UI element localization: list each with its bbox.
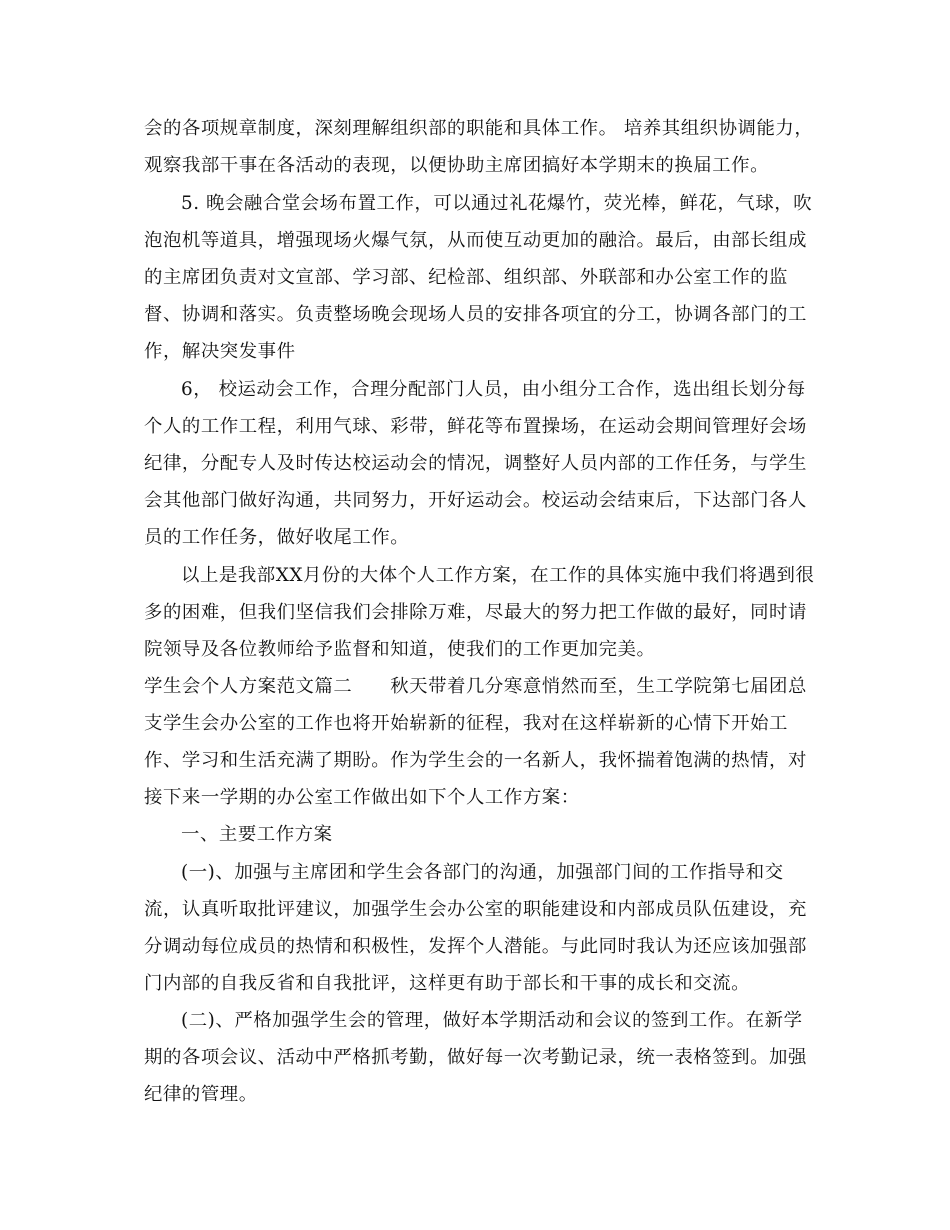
text-line: 纪律，分配专人及时传达校运动会的情况，调整好人员内部的工作任务，与学生 [144, 453, 807, 474]
text-line: 督、协调和落实。负责整场晚会现场人员的安排各项宜的分工，协调各部门的工 [144, 304, 807, 325]
item-two-start: (二)、严格加强学生会的管理，做好本学期活动和会议的签到工作。在新学 [181, 1010, 803, 1031]
text-line: 作、学习和生活充满了期盼。作为学生会的一名新人，我怀揣着饱满的热情，对 [144, 750, 807, 771]
text-line: 会其他部门做好沟通，共同努力，开好运动会。校运动会结束后，下达部门各人 [144, 490, 807, 511]
paragraph-6-start: 6， 校运动会工作，合理分配部门人员，由小组分工合作，选出组长划分每 [181, 379, 806, 400]
text-line: 个人的工作工程，利用气球、彩带，鲜花等布置操场，在运动会期间管理好会场 [144, 416, 807, 437]
text-line: 纪律的管理。 [144, 1084, 258, 1105]
text-line: 观察我部干事在各活动的表现，以便协助主席团搞好本学期末的换届工作。 [144, 155, 770, 176]
text-line: 支学生会办公室的工作也将开始崭新的征程，我对在这样崭新的心情下开始工 [144, 713, 788, 734]
text-line: 院领导及各位教师给予监督和知道，使我们的工作更加完美。 [144, 639, 656, 660]
text-line: 作，解决突发事件 [144, 341, 296, 362]
text-line: 员的工作任务，做好收尾工作。 [144, 527, 410, 548]
text-line: 多的困难，但我们坚信我们会排除万难，尽最大的努力把工作做的最好，同时请 [144, 602, 807, 623]
text-line: 期的各项会议、活动中严格抓考勤，做好每一次考勤记录，统一表格签到。加强 [144, 1047, 807, 1068]
text-line: 泡泡机等道具，增强现场火爆气氛，从而使互动更加的融洽。最后，由部长组成 [144, 230, 807, 251]
text-line: 分调动每位成员的热情和积极性，发挥个人潜能。与此同时我认为还应该加强部 [144, 936, 807, 957]
text-line: 的主席团负责对文宣部、学习部、纪检部、组织部、外联部和办公室工作的监 [144, 267, 788, 288]
text-line: 流，认真听取批评建议，加强学生会办公室的职能建设和内部成员队伍建设，充 [144, 899, 807, 920]
text-line: 接下来一学期的办公室工作做出如下个人工作方案： [144, 787, 580, 808]
text-line: 会的各项规章制度，深刻理解组织部的职能和具体工作。 培养其组织协调能力， [144, 118, 814, 139]
subheading-main-plan: 一、主要工作方案 [181, 824, 333, 845]
text-line: 门内部的自我反省和自我批评，这样更有助于部长和干事的成长和交流。 [144, 973, 751, 994]
item-one-start: (一)、加强与主席团和学生会各部门的沟通，加强部门间的工作指导和交 [181, 862, 784, 883]
paragraph-5-start: 5. 晚会融合堂会场布置工作，可以通过礼花爆竹，荧光棒，鲜花，气球，吹 [181, 193, 813, 214]
section-two-heading-line: 学生会个人方案范文篇二 秋天带着几分寒意悄然而至，生工学院第七届团总 [144, 676, 807, 697]
summary-paragraph-start: 以上是我部XX月份的大体个人工作方案，在工作的具体实施中我们将遇到很 [181, 565, 815, 586]
